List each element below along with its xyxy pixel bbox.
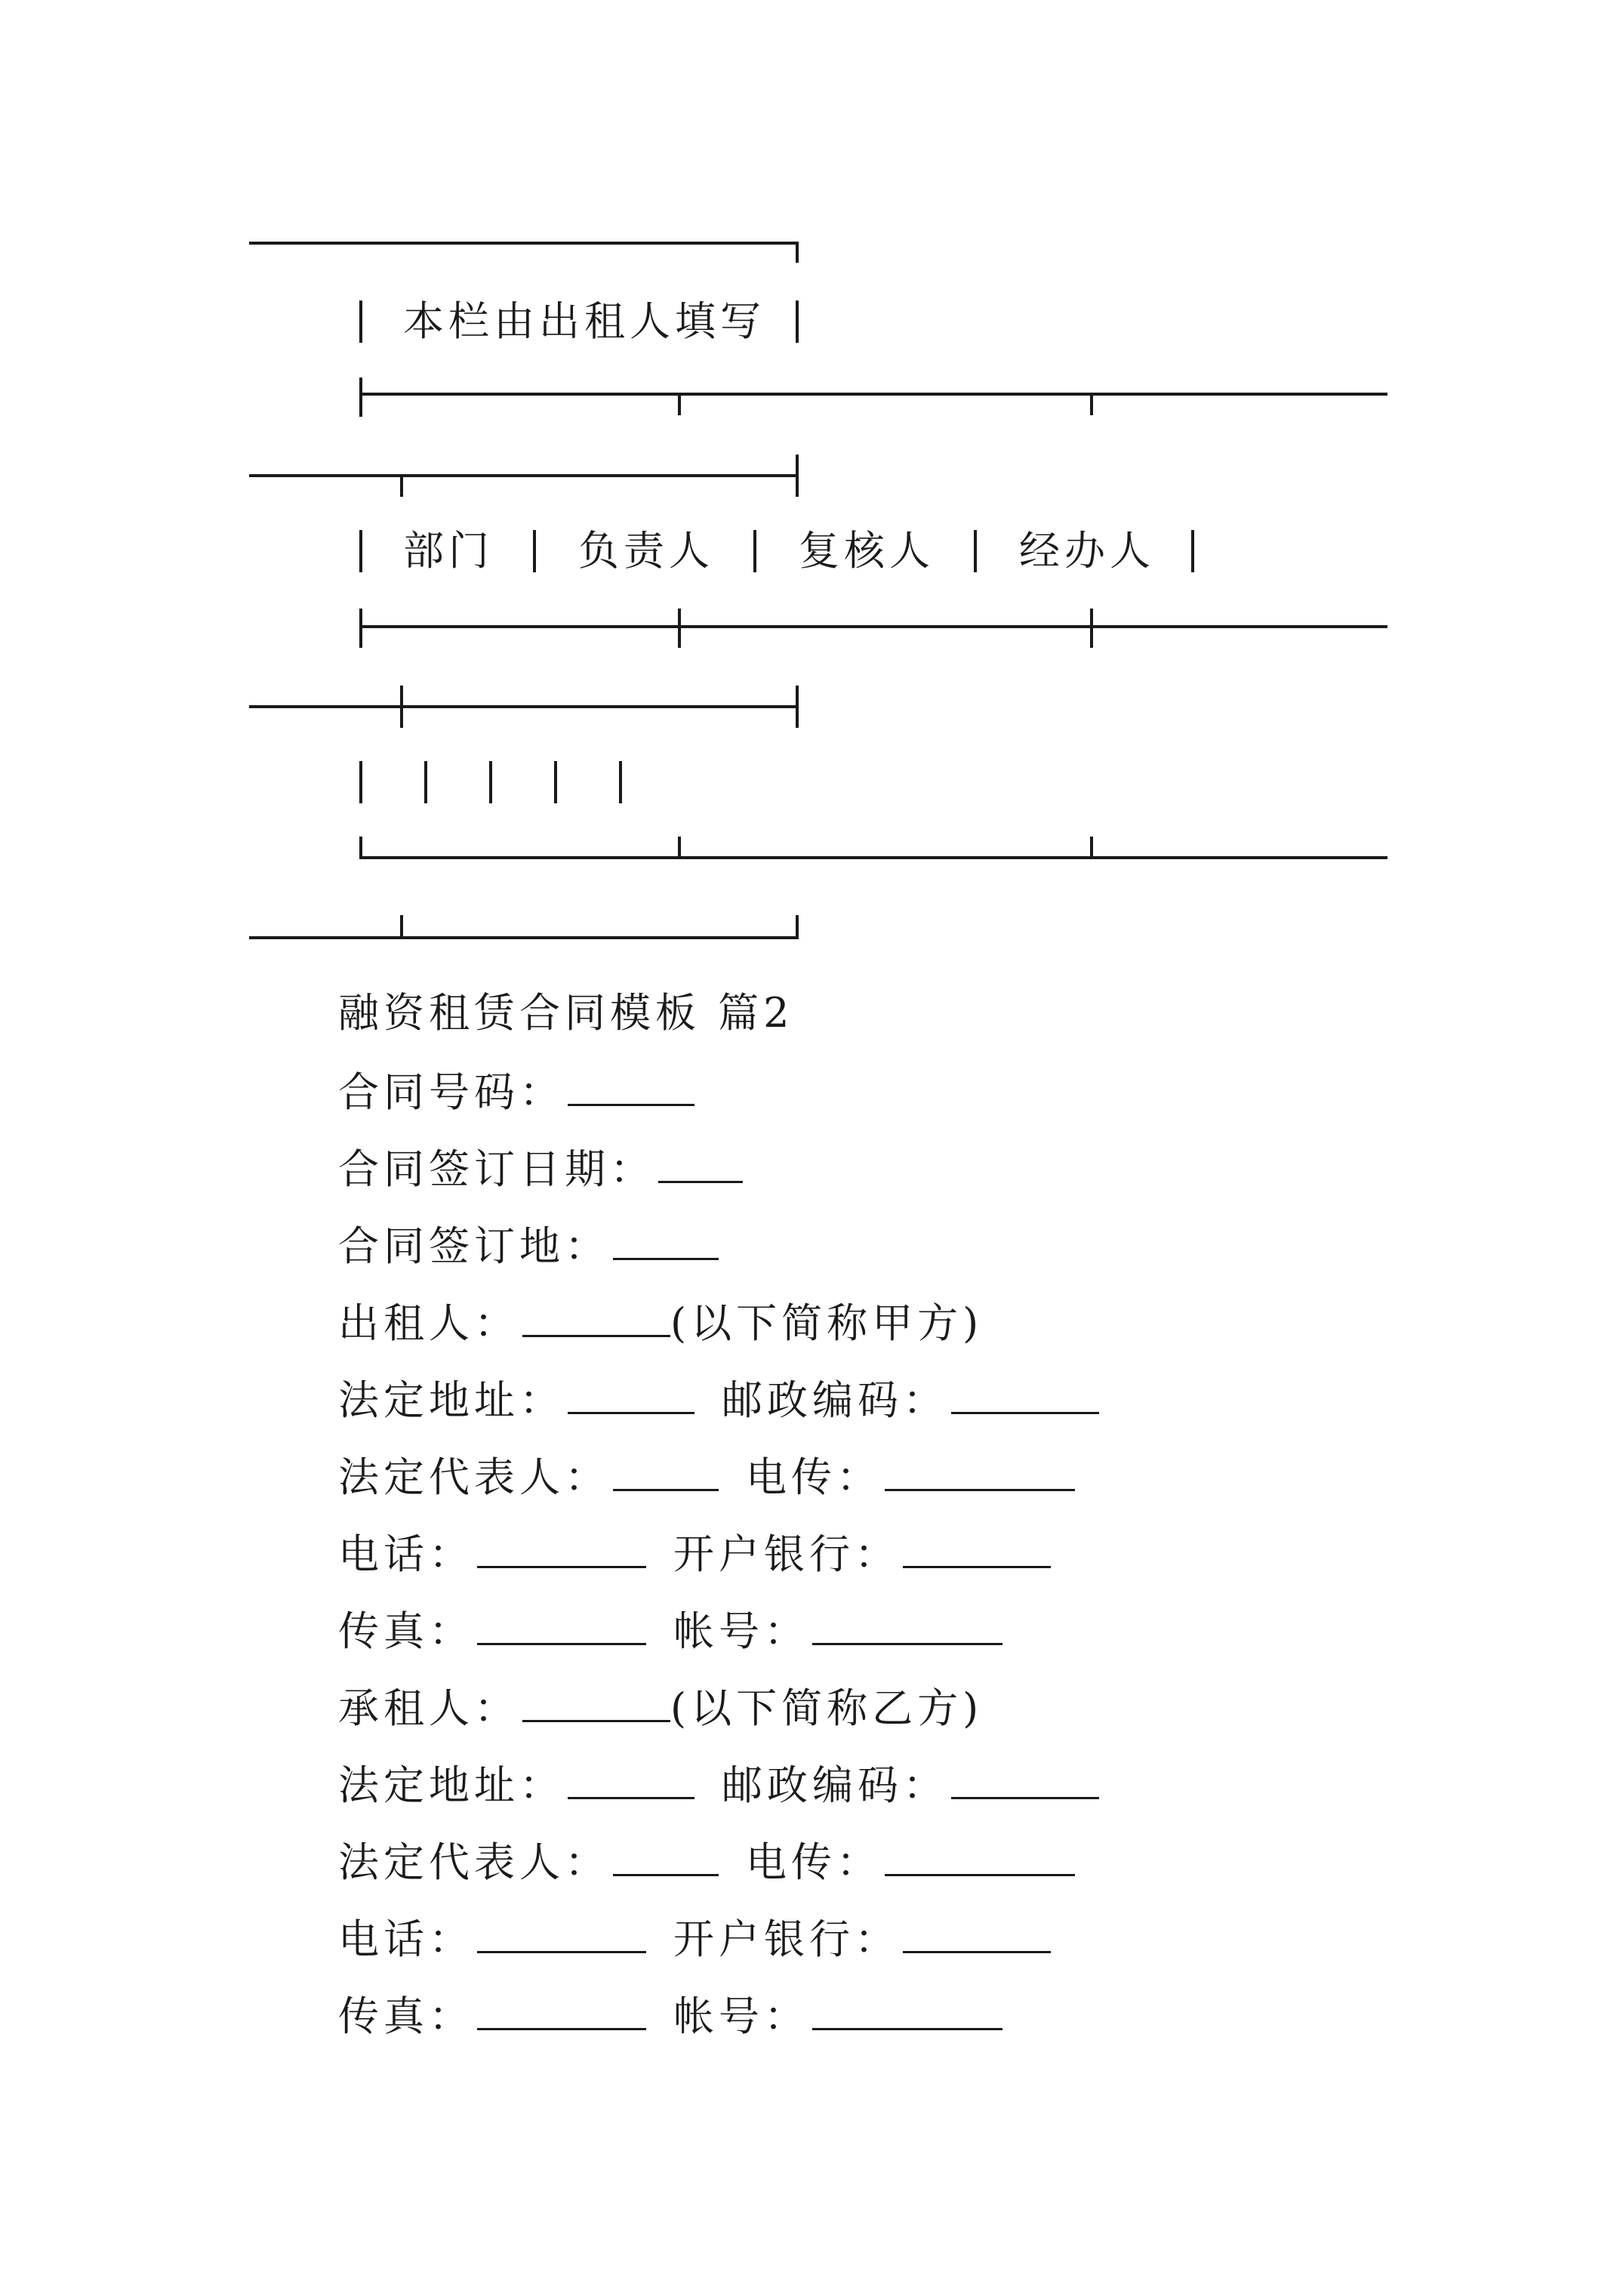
table-divider-tick (359, 378, 362, 417)
table-col-separator (753, 530, 756, 572)
lessor-rep-line (338, 1453, 1075, 1500)
table-divider (249, 474, 799, 477)
lessor-account-label: 帐号： (673, 1607, 809, 1655)
contract-number-field[interactable] (568, 1068, 694, 1106)
contract-date-line (338, 1145, 743, 1192)
lessee-phone-label: 电话： (338, 1915, 474, 1963)
table-divider-tick (1090, 837, 1093, 859)
contract-place-label: 合同签订地： (338, 1222, 610, 1270)
lessee-address-line (338, 1761, 1099, 1808)
lessee-bank-field[interactable] (903, 1915, 1051, 1953)
table-divider-tick (400, 474, 403, 497)
lessee-fax-line (338, 1992, 1002, 2039)
table-divider-tick (1090, 393, 1093, 415)
lessee-phone-field[interactable] (477, 1915, 646, 1953)
section-title: 融资租赁合同模板 篇2 (338, 989, 794, 1037)
table-border-top (249, 242, 799, 245)
lessee-fax-label: 传真： (338, 1992, 474, 2040)
lessor-fax-field[interactable] (477, 1607, 646, 1645)
lessee-rep-field[interactable] (613, 1838, 719, 1876)
table-col-separator (619, 761, 622, 803)
contract-place-field[interactable] (613, 1222, 719, 1260)
stamp-col-reviewer: 复核人 (799, 527, 935, 575)
table-divider (249, 705, 799, 708)
lessor-bank-field[interactable] (903, 1530, 1051, 1568)
table-col-separator (1191, 530, 1194, 572)
lessor-phone-label: 电话： (338, 1530, 474, 1578)
table-divider (359, 393, 1387, 396)
table-col-separator (359, 761, 362, 803)
table-col-separator (554, 761, 557, 803)
lessor-rep-field[interactable] (613, 1453, 719, 1491)
lessee-address-label: 法定地址： (338, 1761, 565, 1809)
lessee-line (338, 1684, 983, 1731)
lessor-phone-line (338, 1530, 1051, 1577)
contract-place-line (338, 1222, 719, 1269)
table-border-bottom-corner (796, 915, 799, 938)
lessor-address-line (338, 1376, 1099, 1423)
lessee-label: 承租人： (338, 1684, 519, 1732)
table-divider-tick (678, 393, 681, 415)
lessor-phone-field[interactable] (477, 1530, 646, 1568)
table-divider-tick (678, 609, 681, 648)
stamp-col-responsible: 负责人 (578, 527, 714, 575)
lessor-telegram-label: 电传： (746, 1453, 882, 1501)
table-divider (359, 625, 1387, 628)
lessor-rep-label: 法定代表人： (338, 1453, 610, 1501)
table-col-separator (489, 761, 492, 803)
table-divider-tick (400, 686, 403, 728)
stamp-header-text: 本栏由出租人填写 (403, 297, 765, 345)
lessee-telegram-field[interactable] (885, 1838, 1075, 1876)
table-col-separator (424, 761, 427, 803)
lessor-postcode-field[interactable] (951, 1376, 1099, 1414)
lessor-fax-line (338, 1607, 1002, 1654)
lessor-line (338, 1299, 983, 1346)
table-border-bottom-corner (359, 837, 362, 859)
table-divider-tick (400, 915, 403, 938)
lessor-bank-label: 开户银行： (673, 1530, 900, 1578)
table-divider-tick (796, 686, 799, 728)
table-divider-tick (359, 609, 362, 648)
lessor-address-field[interactable] (568, 1376, 694, 1414)
table-col-separator (974, 530, 977, 572)
table-divider-tick (678, 837, 681, 859)
table-border-bottom (249, 936, 799, 939)
lessee-fax-field[interactable] (477, 1992, 646, 2030)
lessor-name-field[interactable] (522, 1299, 670, 1337)
lessee-suffix: (以下简称乙方) (670, 1684, 984, 1732)
table-border-top-corner (796, 242, 799, 263)
lessee-rep-line (338, 1838, 1075, 1885)
lessor-label: 出租人： (338, 1299, 519, 1347)
lessor-account-field[interactable] (812, 1607, 1002, 1645)
stamp-col-department: 部门 (403, 527, 494, 575)
table-col-separator (533, 530, 536, 572)
lessee-phone-line (338, 1915, 1051, 1962)
table-divider-tick (796, 455, 799, 497)
contract-number-label: 合同号码： (338, 1068, 565, 1116)
lessor-suffix: (以下简称甲方) (670, 1299, 984, 1347)
stamp-col-handler: 经办人 (1019, 527, 1155, 575)
lessee-address-field[interactable] (568, 1761, 694, 1799)
lessor-telegram-field[interactable] (885, 1453, 1075, 1491)
table-col-separator (359, 530, 362, 572)
table-border-left (359, 300, 362, 343)
lessee-account-label: 帐号： (673, 1992, 809, 2040)
contract-date-label: 合同签订日期： (338, 1145, 655, 1193)
contract-date-field[interactable] (658, 1145, 743, 1183)
lessor-fax-label: 传真： (338, 1607, 474, 1655)
lessor-postcode-label: 邮政编码： (722, 1376, 948, 1424)
table-border-right (796, 300, 799, 343)
lessor-address-label: 法定地址： (338, 1376, 565, 1424)
contract-number-line (338, 1068, 694, 1115)
table-border-bottom (359, 856, 1387, 859)
table-divider-tick (1090, 609, 1093, 648)
lessee-postcode-field[interactable] (951, 1761, 1099, 1799)
lessee-bank-label: 开户银行： (673, 1915, 900, 1963)
lessee-telegram-label: 电传： (746, 1838, 882, 1886)
lessee-rep-label: 法定代表人： (338, 1838, 610, 1886)
lessee-postcode-label: 邮政编码： (722, 1761, 948, 1809)
lessee-name-field[interactable] (522, 1684, 670, 1722)
lessee-account-field[interactable] (812, 1992, 1002, 2030)
